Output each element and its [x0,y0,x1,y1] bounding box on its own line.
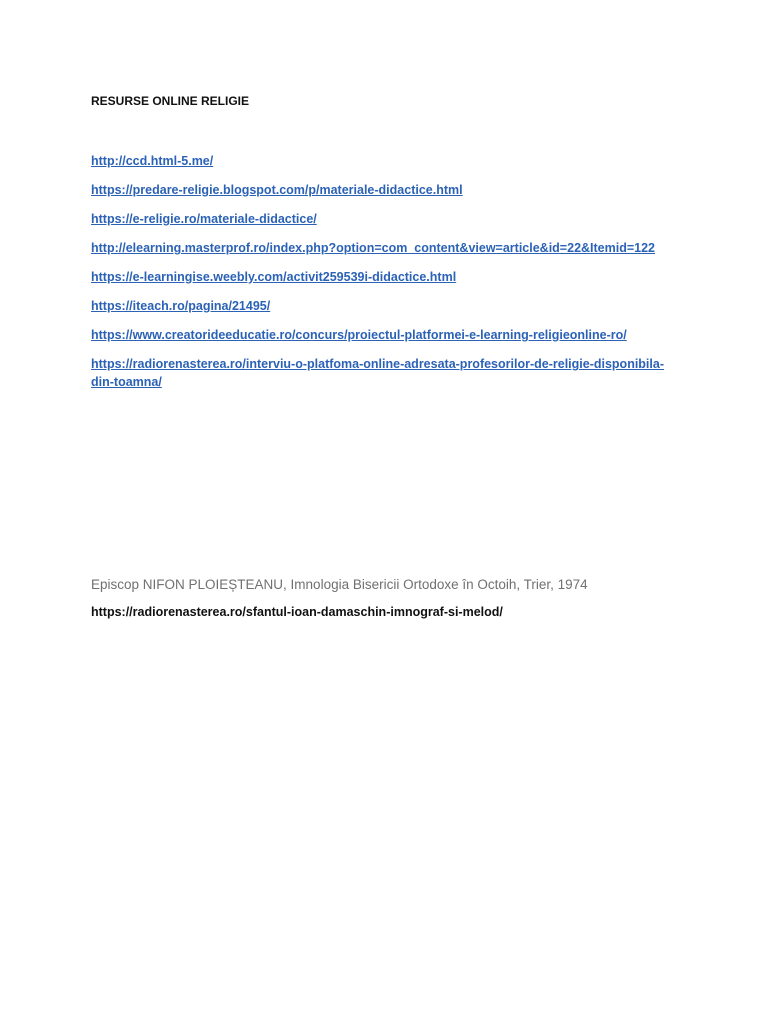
link-predare-religie[interactable]: https://predare-religie.blogspot.com/p/materiale-didactice.html [91,183,463,197]
link-list [91,152,691,402]
plain-url-text: https://radiorenasterea.ro/sfantul-ioan-damaschin-imnograf-si-melod/ [91,605,503,619]
link-e-learningise[interactable]: https://e-learningise.weebly.com/activit259539i-didactice.html [91,270,457,284]
link-iteach[interactable]: https://iteach.ro/pagina/21495/ [91,299,271,313]
list-item [91,326,691,344]
link-radiorenasterea-interviu[interactable]: https://radiorenasterea.ro/interviu-o-platfoma-online-adresata-profesorilor-de-religie-disponibila-din-toamna/ [91,357,664,389]
link-ccd[interactable]: http://ccd.html-5.me/ [91,154,214,168]
list-item [91,181,691,199]
list-item [91,210,691,228]
list-item [91,152,691,170]
bibliographic-reference: Episcop NIFON PLOIEȘTEANU, Imnologia Bisericii Ortodoxe în Octoih, Trier, 1974 [91,577,588,592]
list-item [91,355,691,391]
page-title: RESURSE ONLINE RELIGIE [91,94,250,108]
list-item [91,297,691,315]
link-creatorideeducatie[interactable]: https://www.creatorideeducatie.ro/concurs/proiectul-platformei-e-learning-religieonline-ro/ [91,328,627,342]
list-item [91,268,691,286]
link-e-religie[interactable]: https://e-religie.ro/materiale-didactice/ [91,212,317,226]
link-elearning-masterprof[interactable]: http://elearning.masterprof.ro/index.php?option=com_content&view=article&id=22&Itemid=122 [91,241,656,255]
list-item [91,239,691,257]
